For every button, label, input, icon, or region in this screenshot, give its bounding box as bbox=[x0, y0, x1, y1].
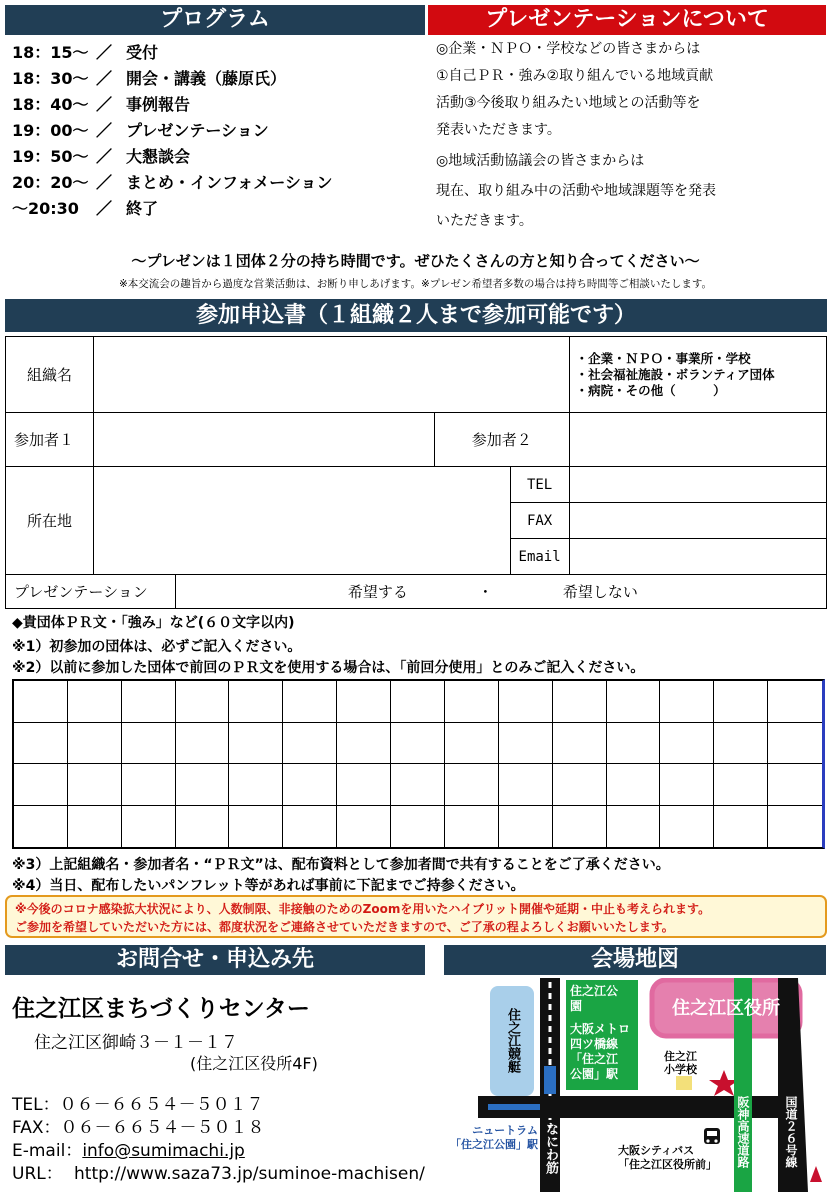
wish-yes-option[interactable]: 希望する bbox=[347, 583, 408, 601]
contact-tel[interactable]: TEL：０６－６６５４－５０１７ bbox=[12, 1095, 264, 1115]
pr-grid-cell[interactable] bbox=[122, 723, 176, 765]
address-line-1: 住之江区御崎３－１－１７ bbox=[34, 1033, 238, 1053]
pr-grid-cell[interactable] bbox=[337, 764, 391, 806]
pr-grid-cell[interactable] bbox=[768, 723, 822, 765]
pr-grid-cell[interactable] bbox=[283, 681, 337, 723]
north-arrow-icon bbox=[810, 1166, 822, 1182]
email-label: Email bbox=[510, 539, 569, 575]
pr-grid-cell[interactable] bbox=[283, 806, 337, 848]
pr-grid-cell[interactable] bbox=[68, 723, 122, 765]
covid-warning bbox=[5, 895, 827, 938]
pr-grid-cell[interactable] bbox=[229, 806, 283, 848]
pr-grid-cell[interactable] bbox=[768, 806, 822, 848]
warning-line-1: ※今後のコロナ感染拡大状況により、人数制限、非接触のためのZoomを用いたハイブリット開催や延期・中止も考えられます。 bbox=[15, 902, 711, 916]
center-name: 住之江区まちづくりセンター bbox=[12, 996, 310, 1022]
pr-grid-cell[interactable] bbox=[337, 681, 391, 723]
pr-grid-cell[interactable] bbox=[445, 806, 499, 848]
map-label-naniwasuji: なにわ筋 bbox=[543, 1122, 558, 1174]
presentation-line: 現在、取り組み中の活動や地域課題等を発表 bbox=[436, 183, 716, 199]
pr-grid-cell[interactable] bbox=[660, 806, 714, 848]
pr-grid-cell[interactable] bbox=[714, 764, 768, 806]
pr-grid-cell[interactable] bbox=[122, 764, 176, 806]
presentation-line: ①自己ＰＲ・強み②取り組んでいる地域貢献 bbox=[436, 68, 714, 84]
metro-line-2: 四ツ橋線 bbox=[570, 1037, 619, 1051]
presentation-line: いただきます。 bbox=[436, 213, 533, 229]
participant2-label: 参加者２ bbox=[434, 413, 569, 467]
pr-grid-cell[interactable] bbox=[229, 723, 283, 765]
pr-note-4: ※4）当日、配布したいパンフレット等があれば事前に下記までご持参ください。 bbox=[12, 878, 525, 894]
pr-grid-cell[interactable] bbox=[229, 681, 283, 723]
pr-heading: ◆貴団体ＰＲ文・「強み」など(６０文字以内) bbox=[12, 615, 295, 631]
pr-grid-cell[interactable] bbox=[768, 764, 822, 806]
org-label: 組織名 bbox=[6, 337, 94, 413]
pr-grid-cell[interactable] bbox=[445, 723, 499, 765]
pr-grid-cell[interactable] bbox=[607, 806, 661, 848]
map-label-park: 住之江公園 bbox=[570, 984, 619, 1013]
pr-grid-cell[interactable] bbox=[714, 723, 768, 765]
program-item: 19：00～ ／ プレゼンテーション bbox=[12, 121, 269, 140]
school-line-2: 小学校 bbox=[664, 1063, 697, 1076]
program-item: 18：40～ ／ 事例報告 bbox=[12, 95, 191, 114]
presentation-wish-options[interactable] bbox=[175, 575, 826, 609]
presentation-wish-label: プレゼンテーション bbox=[6, 575, 176, 609]
fax-label: FAX bbox=[510, 503, 569, 539]
fax-field[interactable] bbox=[569, 503, 826, 539]
pr-grid-cell[interactable] bbox=[553, 681, 607, 723]
pr-note-2: ※2）以前に参加した団体で前回のＰＲ文を使用する場合は、「前回分使用」とのみご記入ください。 bbox=[12, 660, 645, 676]
venue-map bbox=[450, 978, 826, 1192]
url-link[interactable]: http://www.saza73.jp/suminoe-machisen/ bbox=[74, 1164, 425, 1184]
pr-grid-cell[interactable] bbox=[607, 723, 661, 765]
program-header: プログラム bbox=[5, 5, 425, 35]
org-name-field[interactable] bbox=[93, 337, 569, 413]
email-field[interactable] bbox=[569, 539, 826, 575]
pr-grid-cell[interactable] bbox=[607, 764, 661, 806]
newtram-line-1: ニュートラム bbox=[472, 1124, 538, 1137]
pr-grid-cell[interactable] bbox=[14, 723, 68, 765]
pr-grid-cell[interactable] bbox=[714, 681, 768, 723]
presentation-line: ◎地域活動協議会の皆さまからは bbox=[436, 153, 645, 169]
metro-line-4: 公園」駅 bbox=[570, 1067, 619, 1081]
contact-url-row bbox=[12, 1159, 425, 1184]
application-form bbox=[5, 336, 827, 609]
program-item: 18：30～ ／ 開会・講義（藤原氏） bbox=[12, 69, 287, 88]
pr-grid-cell[interactable] bbox=[68, 806, 122, 848]
wish-separator: ・ bbox=[477, 583, 493, 601]
pr-grid-cell[interactable] bbox=[122, 681, 176, 723]
map-label-ward-office: 住之江区役所 bbox=[672, 998, 780, 1019]
org-type-options[interactable] bbox=[569, 337, 826, 413]
pr-grid-cell[interactable] bbox=[499, 764, 553, 806]
url-label: URL： bbox=[12, 1164, 63, 1184]
org-type-option[interactable]: ・病院・その他（ ） bbox=[575, 382, 726, 398]
pr-grid-cell[interactable] bbox=[445, 764, 499, 806]
address-label: 所在地 bbox=[6, 467, 94, 575]
pr-grid-cell[interactable] bbox=[768, 681, 822, 723]
participant2-field[interactable] bbox=[569, 413, 826, 467]
bus-line-1: 大阪シティバス bbox=[618, 1144, 695, 1157]
pr-grid-cell[interactable] bbox=[445, 681, 499, 723]
program-item: ～20:30 ／ 終了 bbox=[12, 199, 159, 218]
pr-grid-cell[interactable] bbox=[391, 723, 445, 765]
participant1-label: 参加者１ bbox=[6, 413, 94, 467]
pr-writing-grid[interactable] bbox=[12, 679, 825, 849]
pr-grid-cell[interactable] bbox=[553, 806, 607, 848]
tel-field[interactable] bbox=[569, 467, 826, 503]
pr-note-1: ※1）初参加の団体は、必ずご記入ください。 bbox=[12, 639, 302, 655]
map-label-newtram bbox=[446, 1124, 538, 1152]
pr-grid-cell[interactable] bbox=[14, 806, 68, 848]
address-field[interactable] bbox=[93, 467, 510, 575]
tel-label: TEL bbox=[510, 467, 569, 503]
pr-grid-cell[interactable] bbox=[176, 806, 230, 848]
pr-grid-cell[interactable] bbox=[660, 764, 714, 806]
presentation-header: プレゼンテーションについて bbox=[428, 5, 826, 35]
pr-grid-cell[interactable] bbox=[68, 764, 122, 806]
pr-grid-cell[interactable] bbox=[607, 681, 661, 723]
pr-grid-cell[interactable] bbox=[337, 806, 391, 848]
program-item: 20：20～ ／ まとめ・インフォメーション bbox=[12, 173, 333, 192]
contact-header: お問合せ・申込み先 bbox=[5, 945, 425, 975]
contact-fax: FAX：０６－６６５４－５０１８ bbox=[12, 1118, 265, 1138]
pr-grid-cell[interactable] bbox=[391, 681, 445, 723]
pr-grid-cell[interactable] bbox=[14, 681, 68, 723]
pr-grid-cell[interactable] bbox=[499, 681, 553, 723]
presentation-line: ◎企業・ＮＰＯ・学校などの皆さまからは bbox=[436, 41, 701, 57]
pr-grid-cell[interactable] bbox=[714, 806, 768, 848]
pr-grid-cell[interactable] bbox=[391, 764, 445, 806]
presentation-line: 発表いただきます。 bbox=[436, 122, 561, 138]
map-label-bus bbox=[618, 1144, 717, 1172]
presentation-line: 活動③今後取り組みたい地域との活動等を bbox=[436, 95, 701, 111]
pr-grid-cell[interactable] bbox=[660, 681, 714, 723]
map-label-route26: 国道２６号線 bbox=[784, 1096, 798, 1168]
pr-grid-cell[interactable] bbox=[391, 806, 445, 848]
school-area bbox=[676, 1076, 692, 1090]
pr-grid-cell[interactable] bbox=[176, 681, 230, 723]
pr-grid-cell[interactable] bbox=[68, 681, 122, 723]
metro-line-1: 大阪メトロ bbox=[570, 1022, 631, 1036]
contact-email-row bbox=[12, 1136, 245, 1161]
wish-no-option[interactable]: 希望しない bbox=[562, 583, 638, 601]
pr-grid-cell[interactable] bbox=[229, 764, 283, 806]
metro-line-3: 「住之江 bbox=[570, 1052, 619, 1066]
pr-grid-cell[interactable] bbox=[553, 764, 607, 806]
program-item: 19：50～ ／ 大懇談会 bbox=[12, 147, 191, 166]
warning-line-2: ご参加を希望していただいた方には、都度状況をご連絡させていただきますので、ご了承の程よろしくお願いいたします。 bbox=[15, 920, 674, 934]
form-header: 参加申込書（１組織２人まで参加可能です） bbox=[5, 299, 827, 332]
program-item: 18：15～ ／ 受付 bbox=[12, 43, 159, 62]
map-header: 会場地図 bbox=[444, 945, 826, 975]
pr-grid-cell[interactable] bbox=[283, 723, 337, 765]
org-type-option[interactable]: ・企業・ＮＰＯ・事業所・学校 bbox=[575, 350, 751, 366]
newtram-line-2: 「住之江公園」駅 bbox=[450, 1138, 538, 1151]
pr-grid-cell[interactable] bbox=[499, 723, 553, 765]
pr-grid-cell[interactable] bbox=[283, 764, 337, 806]
small-note: ※本交流会の趣旨から過度な営業活動は、お断り申しあげます。※プレゼン希望者多数の場合は持ち時間等ご相談いたします。 bbox=[119, 278, 712, 290]
pr-note-3: ※3）上記組織名・参加者名・“ＰＲ文”は、配布資料として参加者間で共有することをご了承ください。 bbox=[12, 857, 670, 873]
map-label-school bbox=[664, 1050, 697, 1076]
pr-grid-cell[interactable] bbox=[176, 723, 230, 765]
pr-grid-cell[interactable] bbox=[122, 806, 176, 848]
pr-grid-cell[interactable] bbox=[176, 764, 230, 806]
org-type-option[interactable]: ・社会福祉施設・ボランティア団体 bbox=[575, 366, 775, 382]
pr-grid-cell[interactable] bbox=[14, 764, 68, 806]
email-label: E-mail： bbox=[12, 1141, 83, 1161]
map-label-expressway: 阪神高速道路 bbox=[736, 1096, 750, 1168]
pr-grid-cell[interactable] bbox=[553, 723, 607, 765]
bus-line-2: 「住之江区役所前」 bbox=[618, 1158, 717, 1171]
map-label-kyotei: 住之江競艇 bbox=[505, 1008, 520, 1073]
address-line-2: (住之江区役所4F) bbox=[190, 1054, 318, 1073]
time-note: ～プレゼンは１団体２分の持ち時間です。ぜひたくさんの方と知り合ってください～ bbox=[131, 252, 700, 270]
pr-grid-cell[interactable] bbox=[337, 723, 391, 765]
school-line-1: 住之江 bbox=[664, 1050, 697, 1063]
pr-grid-cell[interactable] bbox=[499, 806, 553, 848]
participant1-field[interactable] bbox=[93, 413, 434, 467]
pr-grid-cell[interactable] bbox=[660, 723, 714, 765]
map-label-metro bbox=[570, 1022, 630, 1082]
email-link[interactable]: info@sumimachi.jp bbox=[82, 1141, 245, 1161]
